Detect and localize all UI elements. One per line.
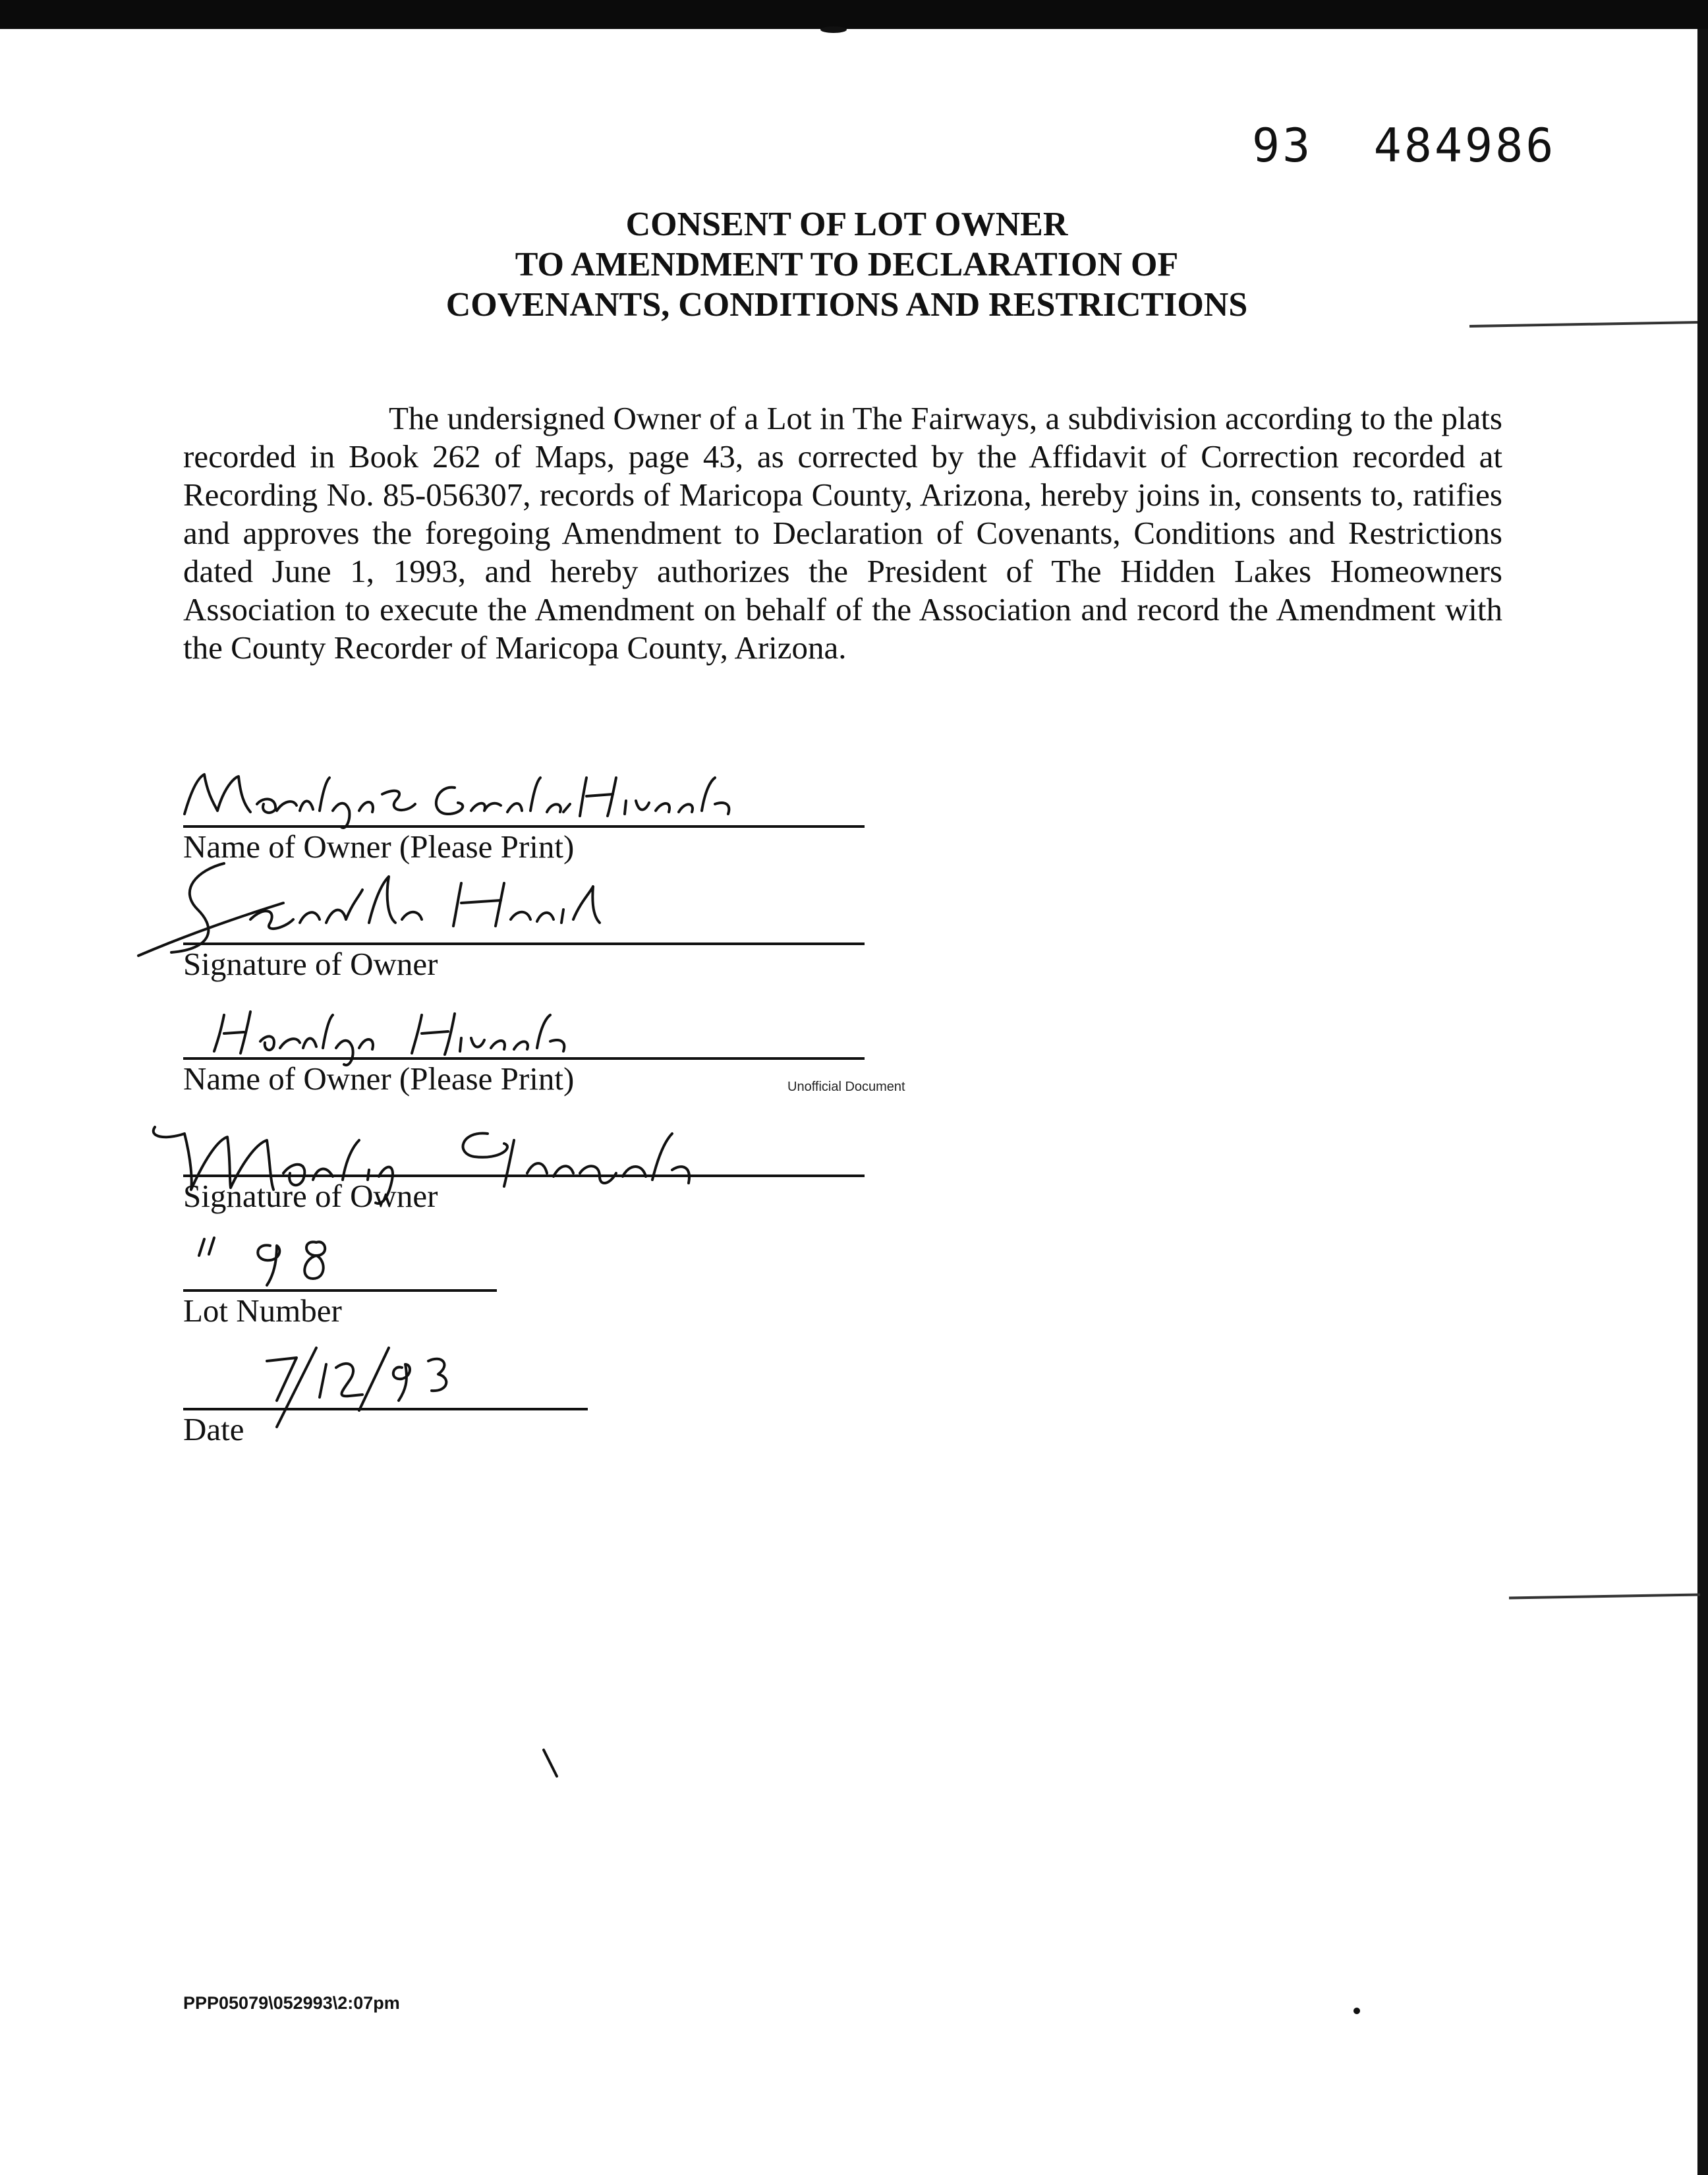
name-of-owner-label-2: Name of Owner (Please Print) bbox=[183, 1060, 575, 1097]
document-title bbox=[329, 204, 1364, 325]
scan-right-border bbox=[1697, 29, 1708, 2175]
title-line: TO AMENDMENT TO DECLARATION OF bbox=[515, 246, 1179, 283]
title-line: COVENANTS, CONDITIONS AND RESTRICTIONS bbox=[445, 286, 1248, 324]
stray-pen-mark bbox=[540, 1747, 567, 1786]
consent-paragraph: The undersigned Owner of a Lot in The Fairways, a subdivision according to the plats recorded in Book 262 of Maps, page 43, as corrected by the Affidavit of Correction recorded at Recording No. 85-056307, records of Maricopa County, Arizona, hereby joins in, consents to, ratifies and approves the foregoing Amendment to Declaration of Covenants, Conditions and Restrictions dated June 1, 1993, and hereby authorizes the President of The Hidden Lakes Homeowners Association to execute the Amendment on behalf of the Association and record the Amendment with the County Recorder of Maricopa County, Arizona. bbox=[183, 400, 1502, 666]
scan-artifact-line bbox=[1509, 1593, 1700, 1599]
document-footer-code: PPP05079\052993\2:07pm bbox=[183, 1993, 400, 2013]
document-number: 93 484986 bbox=[1252, 119, 1556, 173]
date-label: Date bbox=[183, 1411, 244, 1447]
scan-artifact-line bbox=[1469, 321, 1697, 328]
signature-of-owner-label-1: Signature of Owner bbox=[183, 946, 438, 982]
handwritten-date bbox=[250, 1345, 488, 1430]
scan-speck bbox=[820, 26, 847, 33]
scan-speck bbox=[1353, 2008, 1360, 2014]
scan-top-border bbox=[0, 0, 1708, 29]
name-of-owner-label-1: Name of Owner (Please Print) bbox=[183, 828, 575, 865]
title-line: CONSENT OF LOT OWNER bbox=[625, 206, 1068, 243]
handwritten-lot-number bbox=[191, 1226, 362, 1292]
signature-of-owner-label-2: Signature of Owner bbox=[183, 1178, 438, 1214]
handwritten-owner-names bbox=[178, 765, 811, 824]
unofficial-document-watermark: Unofficial Document bbox=[787, 1080, 905, 1094]
lot-number-label: Lot Number bbox=[183, 1292, 342, 1329]
handwritten-owner-name-2 bbox=[198, 1002, 698, 1061]
